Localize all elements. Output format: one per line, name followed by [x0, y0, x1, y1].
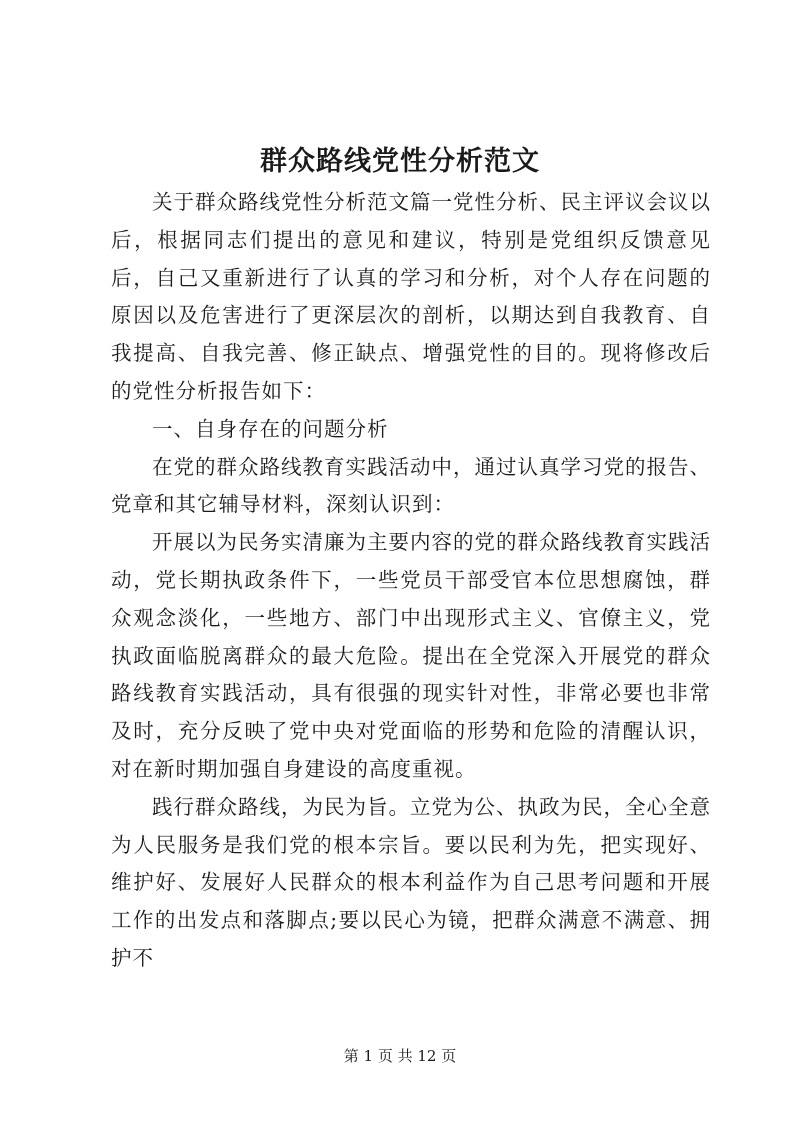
paragraph-intro: 关于群众路线党性分析范文篇一党性分析、民主评议会议以后，根据同志们提出的意见和建议，特别是党组织反馈意见后，自己又重新进行了认真的学习和分析，对个人存在问题的原因以及危害进行了更深层次的剖析，以期达到自我教育、自我提高、自我完善、修正缺点、增强党性的目的。现将修改后的党性分析报告如下：: [111, 190, 711, 403]
document-body: [111, 184, 711, 978]
page-footer: 第 1 页 共 12 页: [343, 1047, 457, 1065]
paragraph-campaign: 开展以为民务实清廉为主要内容的党的群众路线教育实践活动，党长期执政条件下，一些党员干部受官本位思想腐蚀，群众观念淡化，一些地方、部门中出现形式主义、官僚主义，党执政面临脱离群众的最大危险。提出在全党深入开展党的群众路线教育实践活动，具有很强的现实针对性，非常必要也非常及时，充分反映了党中央对党面临的形势和危险的清醒认识，对在新时期加强自身建设的高度重视。: [111, 530, 711, 781]
paragraph-study: 在党的群众路线教育实践活动中，通过认真学习党的报告、党章和其它辅导材料，深刻认识到：: [111, 454, 711, 517]
section-heading-problem-analysis: 一、自身存在的问题分析: [152, 416, 389, 441]
document-title: 群众路线党性分析范文: [260, 146, 540, 177]
paragraph-mass-line: 践行群众路线，为民为旨。立党为公、执政为民，全心全意为人民服务是我们党的根本宗旨。要以民利为先，把实现好、维护好、发展好人民群众的根本利益作为自己思考问题和开展工作的出发点和落脚点;要以民心为镜，把群众满意不满意、拥护不: [111, 794, 711, 970]
